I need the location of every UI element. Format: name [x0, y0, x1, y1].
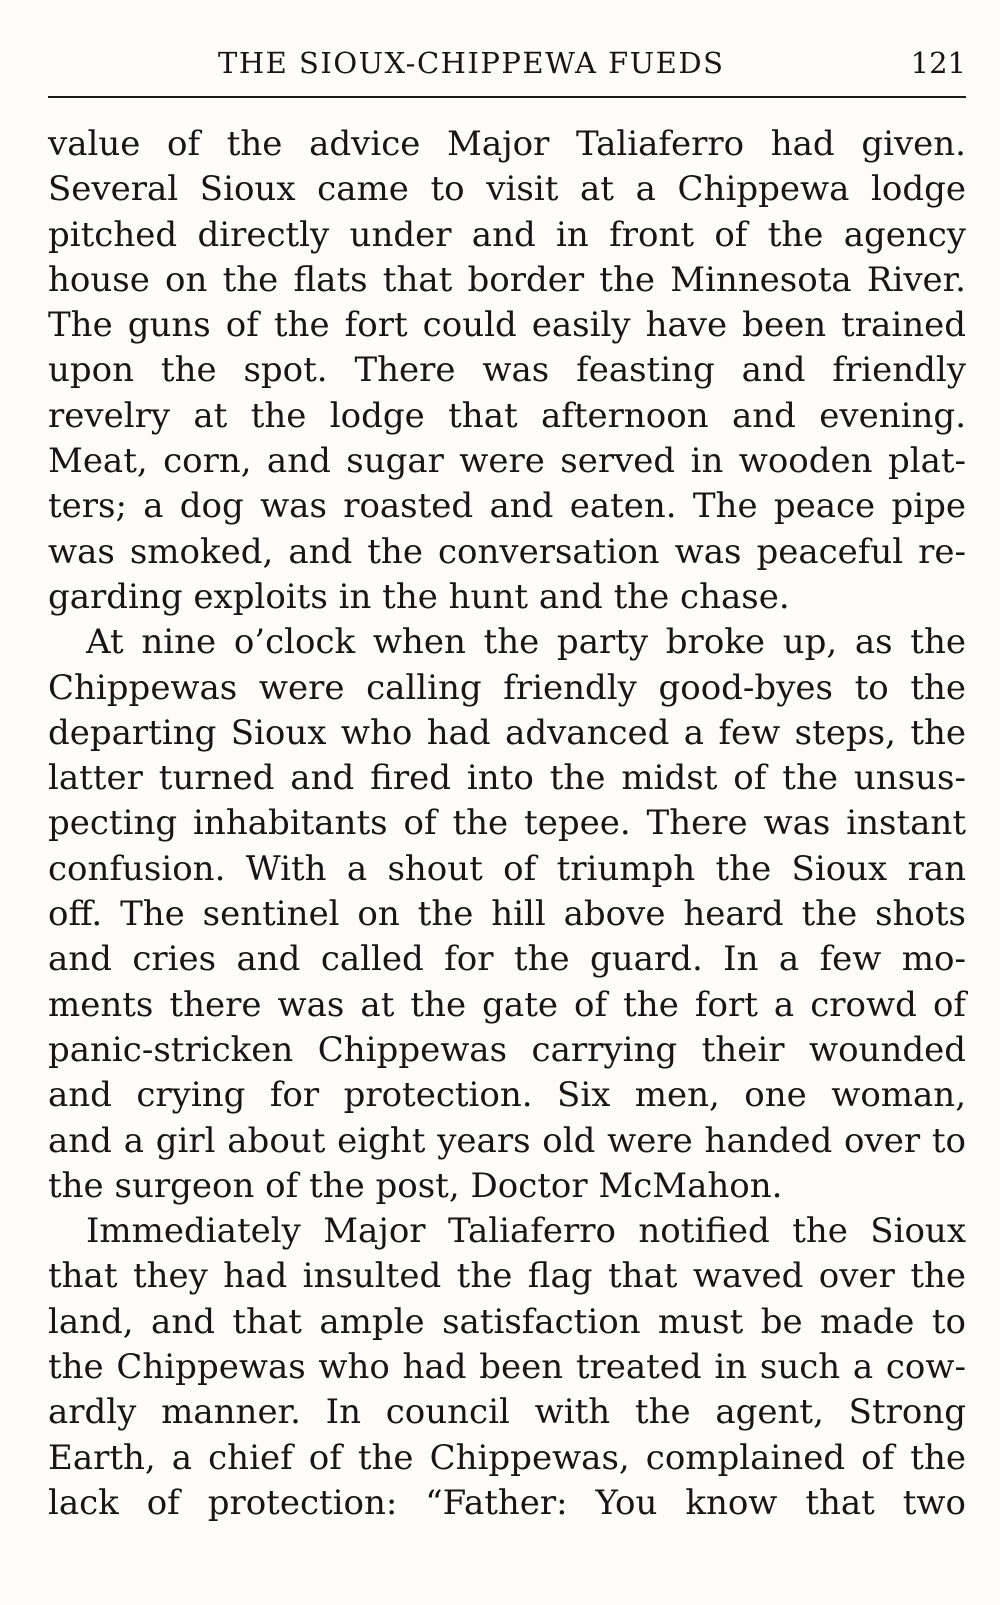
- text-line: upon the spot. There was feasting and friendly: [48, 350, 966, 391]
- text-line: Immediately Major Taliaferro notified the Sioux: [86, 1211, 966, 1252]
- text-line: Several Sioux came to visit at a Chippewa lodge: [48, 169, 966, 210]
- running-head: THE SIOUX-CHIPPEWA FUEDS: [218, 46, 725, 80]
- text-line: house on the flats that border the Minnesota River.: [48, 259, 966, 300]
- text-line: off. The sentinel on the hill above heard the shots: [48, 894, 966, 935]
- text-line: and crying for protection. Six men, one woman,: [48, 1075, 966, 1116]
- body-text: [48, 122, 966, 1526]
- text-line: the Chippewas who had been treated in such a cow-: [48, 1347, 966, 1388]
- text-line: and a girl about eight years old were handed over to: [48, 1120, 966, 1161]
- text-line: ments there was at the gate of the fort a crowd of: [48, 984, 966, 1025]
- text-line: value of the advice Major Taliaferro had given.: [48, 124, 966, 164]
- page-number: 121: [910, 46, 966, 80]
- text-line: pecting inhabitants of the tepee. There was instant: [48, 803, 966, 844]
- text-line: land, and that ample satisfaction must be made to: [48, 1301, 966, 1342]
- text-line: lack of protection: “Father: You know that two: [48, 1482, 966, 1523]
- text-line: garding exploits in the hunt and the chase.: [48, 576, 790, 617]
- text-line: ters; a dog was roasted and eaten. The peace pipe: [48, 486, 966, 527]
- text-line: was smoked, and the conversation was peaceful re-: [48, 531, 966, 572]
- text-line: Chippewas were calling friendly good-byes to the: [48, 667, 966, 708]
- text-line: that they had insulted the flag that waved over the: [48, 1256, 966, 1297]
- text-line: At nine o’clock when the party broke up, as the: [86, 622, 966, 663]
- text-line: panic-stricken Chippewas carrying their wounded: [48, 1029, 966, 1070]
- text-line: The guns of the fort could easily have been trained: [48, 305, 966, 346]
- text-line: latter turned and fired into the midst of the unsus-: [48, 758, 966, 799]
- text-line: the surgeon of the post, Doctor McMahon.: [48, 1165, 783, 1206]
- text-line: confusion. With a shout of triumph the Sioux ran: [48, 848, 966, 889]
- page-header: [48, 38, 966, 98]
- text-line: Meat, corn, and sugar were served in wooden plat-: [48, 441, 966, 482]
- text-line: revelry at the lodge that afternoon and evening.: [48, 395, 966, 436]
- text-line: Earth, a chief of the Chippewas, complained of the: [48, 1437, 966, 1478]
- text-line: and cries and called for the guard. In a few mo-: [48, 939, 966, 980]
- text-line: departing Sioux who had advanced a few steps, the: [48, 712, 966, 753]
- text-line: pitched directly under and in front of the agency: [48, 214, 966, 255]
- text-line: ardly manner. In council with the agent, Strong: [48, 1392, 966, 1433]
